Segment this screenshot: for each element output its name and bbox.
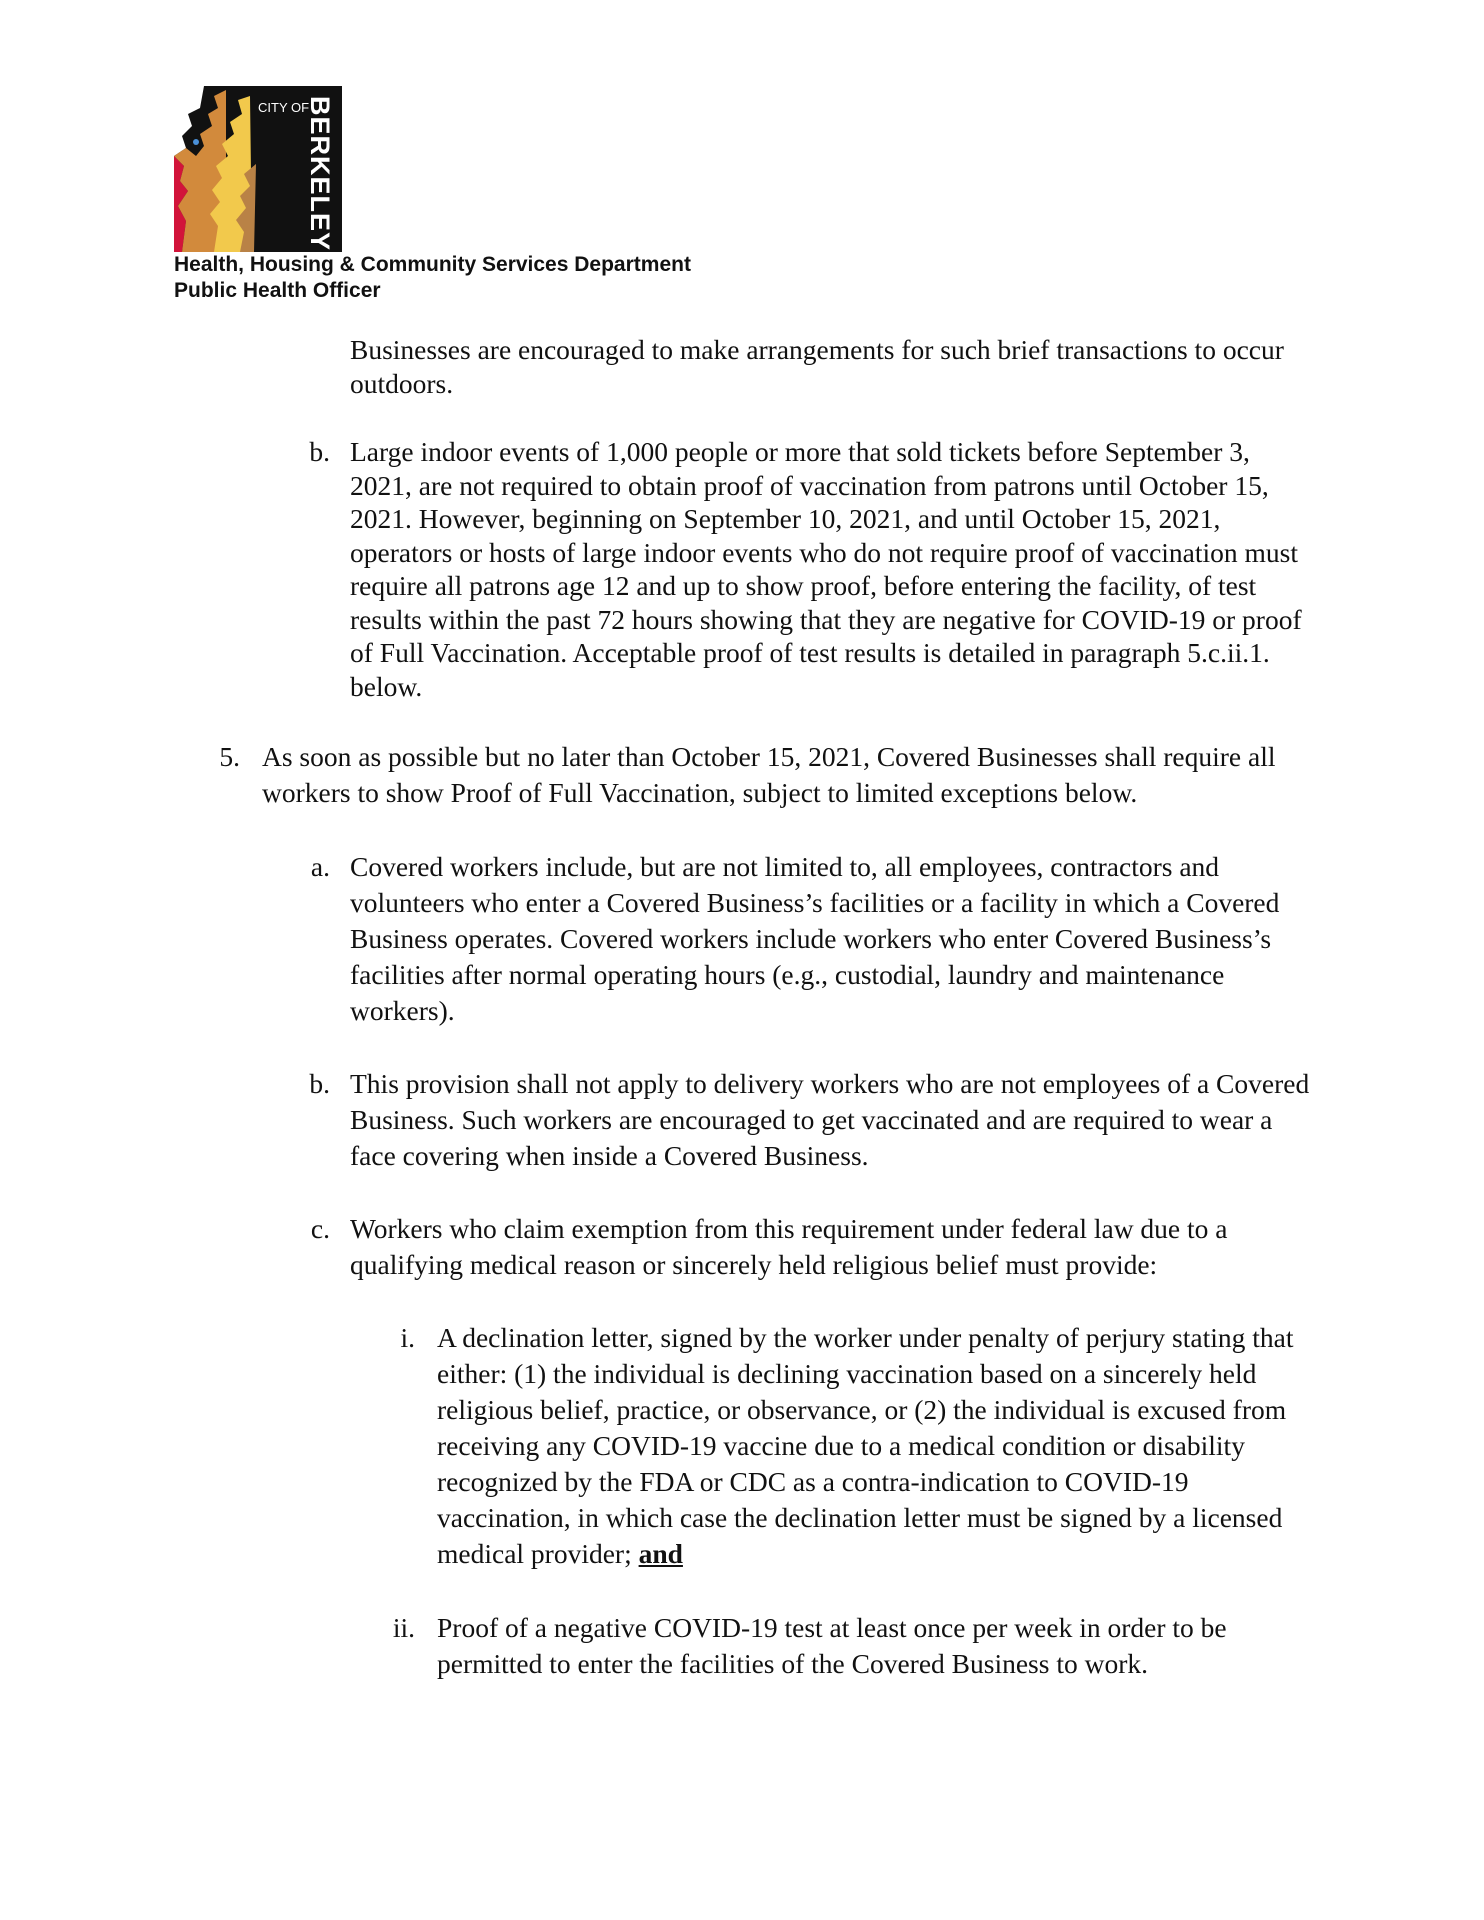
item-5c-marker: c. [310,1213,330,1244]
item-5b-marker: b. [309,1068,330,1099]
item-5cii-text: Proof of a negative COVID-19 test at least once per week in order to be permitted to enter the facilities of the Covered Business to work. [437,1612,1227,1679]
logo-berkeley: BERKELEY [305,96,335,252]
department-header [174,252,691,304]
item-5ci-marker: i. [400,1322,415,1353]
item-4b-text: Large indoor events of 1,000 people or more that sold tickets before September 3, 2021, are not required to obtain proof of vaccination from patrons until October 15, 2021. However, beginning on September 10, 2021, and until October 15, 2021, operators or hosts of large indoor events who do not require proof of vaccination must require all patrons age 12 and up to show proof, before entering the facility, of test results within the past 72 hours showing that they are negative for COVID-19 or proof of Full Vaccination. Acceptable proof of test results is detailed in paragraph 5.c.ii.1. below. [350,436,1302,702]
item-5b-text: This provision shall not apply to delivery workers who are not employees of a Covered Business. Such workers are encouraged to get vaccinated and are required to wear a face covering when inside a Covered Business. [350,1068,1310,1171]
continuation-paragraph: Businesses are encouraged to make arrangements for such brief transactions to occur outdoors. [350,334,1284,399]
item-5-text: As soon as possible but no later than October 15, 2021, Covered Businesses shall require all workers to show Proof of Full Vaccination, subject to limited exceptions below. [262,741,1276,808]
item-5a-text: Covered workers include, but are not limited to, all employees, contractors and volunteers who enter a Covered Business’s facilities or a facility in which a Covered Business operates. Covered workers include workers who enter Covered Business’s facilities after normal operating hours (e.g., custodial, laundry and maintenance workers). [350,851,1280,1026]
item-4b-marker: b. [309,436,330,467]
item-5c-text: Workers who claim exemption from this requirement under federal law due to a qualifying medical reason or sincerely held religious belief must provide: [350,1213,1228,1280]
item-5ci-text: A declination letter, signed by the worker under penalty of perjury stating that either: (1) the individual is declining vaccination based on a sincerely held religious belief, practice, or observance, or (2) the individual is excused from receiving any COVID-19 vaccine due to a medical condition or disability recognized by the FDA or CDC as a contra-indication to COVID-19 vaccination, in which case the declination letter must be signed by a licensed medical provider; [437,1322,1294,1569]
item-5ci-emphasis: and [638,1538,683,1569]
logo-city-of: CITY OF [258,100,310,115]
item-5ci-paragraph [437,1320,1317,1572]
item-5-marker: 5. [219,741,240,772]
department-name: Health, Housing & Community Services Department [174,253,691,276]
berkeley-faces-logo-icon [174,86,342,252]
item-5cii-marker: ii. [392,1612,415,1643]
officer-title: Public Health Officer [174,279,381,302]
item-5a-marker: a. [310,851,330,882]
